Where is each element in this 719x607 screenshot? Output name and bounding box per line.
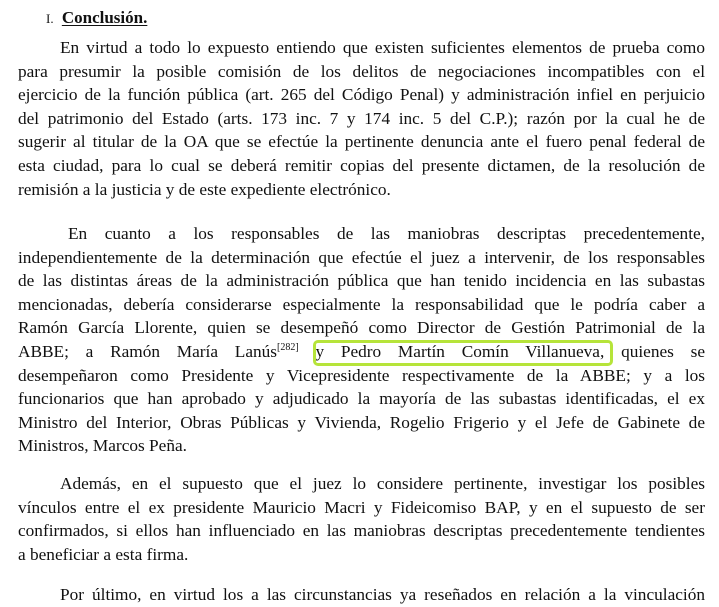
text-line: esta ciudad, para lo cual se deberá remitir copias del presente dictamen, de la resolución de [18, 155, 705, 175]
text-line: Ramón García Llorente, quien se desempeñó como Director de Gestión Patrimonial de la [18, 318, 705, 338]
text-line: En cuanto a los responsables de las maniobras descriptas precedentemente, [68, 224, 705, 243]
text-line: En virtud a todo lo expuesto entiendo que existen suficientes elementos de prueba como [60, 38, 705, 57]
text-line: Además, en el supuesto que el juez lo considere pertinente, investigar los posibles [60, 474, 705, 493]
text-line-with-highlight [18, 340, 705, 364]
paragraph-conclusion-intro [18, 36, 705, 201]
text-line: Por último, en virtud los a las circunstancias ya reseñados en relación a la vinculación [60, 585, 705, 604]
text-line: de las distintas áreas de la administración pública que han tenido incidencia en las subastas [18, 271, 705, 291]
paragraph-investigation [18, 472, 705, 566]
text-fragment: y [315, 341, 325, 361]
text-line: sugerir al titular de la OA que se efectúe la pertinente denuncia ante el fuero penal federal de [18, 132, 705, 152]
text-line: independientemente de la determinación que efectúe el juez a intervenir, de los responsables [18, 247, 705, 267]
text-line: vínculos entre el ex presidente Mauricio Macri y Fideicomiso BAP, y en el supuesto de ser [18, 497, 705, 517]
footnote-reference[interactable]: [282] [277, 341, 299, 353]
text-line: para presumir la posible comisión de los delitos de negociaciones incompatibles con el [18, 61, 705, 81]
section-number: I. [46, 11, 54, 26]
paragraph-responsibles [18, 222, 705, 458]
text-line: del patrimonio del Estado (arts. 173 inc. 7 y 174 inc. 5 del C.P.); razón por la cual he de [18, 108, 705, 128]
section-heading [46, 8, 147, 29]
highlighted-name: Pedro Martín Comín Villanueva, [340, 341, 605, 361]
text-fragment: quienes se [621, 341, 706, 361]
text-fragment: ABBE; a Ramón María Lanús [18, 341, 277, 361]
text-line: Ministro del Interior, Obras Públicas y Vivienda, Rogelio Frigerio y el Jefe de Gabinete de [18, 412, 705, 432]
text-line: remisión a la justicia y de este expediente electrónico. [18, 179, 391, 199]
paragraph-finally [18, 583, 705, 607]
text-line: a beneficiar a esta firma. [18, 544, 189, 564]
text-line: ejercicio de la función pública (art. 265 del Código Penal) y administración infiel en perjuicio [18, 85, 705, 105]
text-line: funcionarios que han aprobado y adjudicado la mayoría de las subastas identificadas, el ex [18, 389, 705, 409]
text-line: desempeñaron como Presidente y Vicepresidente respectivamente de la ABBE; y a los [18, 365, 705, 385]
text-line: Ministros, Marcos Peña. [18, 436, 187, 456]
section-title: Conclusión. [61, 8, 148, 27]
text-line: mencionadas, debería considerarse especialmente la responsabilidad que le podría caber a [18, 294, 705, 314]
text-line: confirmados, si ellos han influenciado en las maniobras descriptas precedentemente tendientes [18, 521, 705, 541]
